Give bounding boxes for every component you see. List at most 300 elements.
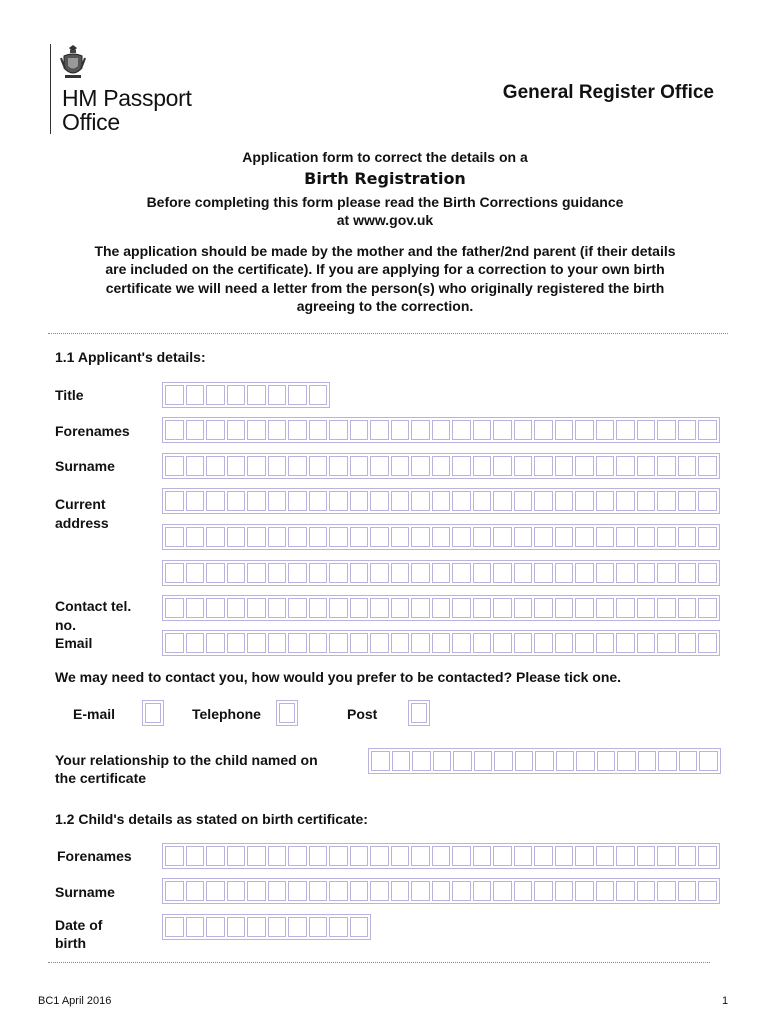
char-cell[interactable]	[411, 846, 430, 866]
char-cell[interactable]	[616, 598, 635, 618]
char-cell[interactable]	[575, 846, 594, 866]
char-cell[interactable]	[288, 917, 307, 937]
char-cell[interactable]	[227, 917, 246, 937]
char-cell[interactable]	[637, 456, 656, 476]
char-cell[interactable]	[452, 491, 471, 511]
char-cell[interactable]	[268, 633, 287, 653]
char-cell[interactable]	[698, 598, 717, 618]
char-cell[interactable]	[657, 420, 676, 440]
char-cell[interactable]	[206, 420, 225, 440]
char-cell[interactable]	[350, 420, 369, 440]
child-forenames-label: Forenames	[57, 848, 132, 864]
char-cell[interactable]	[165, 917, 184, 937]
char-cell[interactable]	[616, 527, 635, 547]
char-cell[interactable]	[514, 420, 533, 440]
char-cell[interactable]	[186, 598, 205, 618]
char-cell[interactable]	[268, 598, 287, 618]
char-cell[interactable]	[370, 598, 389, 618]
char-cell[interactable]	[288, 846, 307, 866]
char-cell[interactable]	[453, 751, 472, 771]
char-cell[interactable]	[186, 846, 205, 866]
char-cell[interactable]	[698, 633, 717, 653]
char-cell[interactable]	[473, 598, 492, 618]
char-cell[interactable]	[698, 420, 717, 440]
char-cell[interactable]	[247, 456, 266, 476]
char-cell[interactable]	[370, 420, 389, 440]
email-label: Email	[55, 635, 93, 651]
char-cell[interactable]	[309, 420, 328, 440]
char-cell[interactable]	[411, 633, 430, 653]
char-cell[interactable]	[288, 598, 307, 618]
email-tickbox[interactable]	[142, 700, 164, 726]
char-cell[interactable]	[227, 881, 246, 901]
char-cell[interactable]	[247, 527, 266, 547]
char-cell[interactable]	[309, 881, 328, 901]
char-cell[interactable]	[657, 456, 676, 476]
char-cell[interactable]	[658, 751, 677, 771]
char-cell[interactable]	[329, 633, 348, 653]
intro-paragraph-line4: agreeing to the correction.	[296, 298, 474, 314]
char-cell[interactable]	[514, 633, 533, 653]
char-cell[interactable]	[432, 598, 451, 618]
char-cell[interactable]	[391, 633, 410, 653]
char-cell[interactable]	[534, 846, 553, 866]
char-cell[interactable]	[698, 563, 717, 583]
char-cell[interactable]	[227, 598, 246, 618]
char-cell[interactable]	[165, 385, 184, 405]
char-cell[interactable]	[514, 563, 533, 583]
char-cell[interactable]	[391, 881, 410, 901]
char-cell[interactable]	[556, 751, 575, 771]
char-cell[interactable]	[370, 563, 389, 583]
char-cell[interactable]	[678, 527, 697, 547]
char-cell[interactable]	[678, 598, 697, 618]
char-cell[interactable]	[596, 633, 615, 653]
char-cell[interactable]	[412, 751, 431, 771]
char-cell[interactable]	[392, 751, 411, 771]
char-cell[interactable]	[699, 751, 718, 771]
char-cell[interactable]	[473, 633, 492, 653]
char-cell[interactable]	[165, 563, 184, 583]
contact-tel-input[interactable]	[162, 595, 720, 621]
char-cell[interactable]	[534, 456, 553, 476]
char-cell[interactable]	[247, 846, 266, 866]
char-cell[interactable]	[515, 751, 534, 771]
char-cell[interactable]	[186, 527, 205, 547]
char-cell[interactable]	[247, 633, 266, 653]
char-cell[interactable]	[638, 751, 657, 771]
char-cell[interactable]	[534, 881, 553, 901]
char-cell[interactable]	[329, 563, 348, 583]
char-cell[interactable]	[186, 563, 205, 583]
char-cell[interactable]	[575, 491, 594, 511]
char-cell[interactable]	[247, 385, 266, 405]
char-cell[interactable]	[268, 917, 287, 937]
char-cell[interactable]	[596, 491, 615, 511]
char-cell[interactable]	[268, 491, 287, 511]
char-cell[interactable]	[576, 751, 595, 771]
applicant-forenames-input[interactable]	[162, 417, 720, 443]
char-cell[interactable]	[309, 456, 328, 476]
char-cell[interactable]	[165, 881, 184, 901]
char-cell[interactable]	[493, 420, 512, 440]
char-cell[interactable]	[329, 527, 348, 547]
char-cell[interactable]	[575, 527, 594, 547]
char-cell[interactable]	[411, 563, 430, 583]
char-cell[interactable]	[637, 491, 656, 511]
char-cell[interactable]	[534, 527, 553, 547]
char-cell[interactable]	[596, 456, 615, 476]
char-cell[interactable]	[309, 917, 328, 937]
address-line2-input[interactable]	[162, 524, 720, 550]
char-cell[interactable]	[391, 846, 410, 866]
char-cell[interactable]	[534, 420, 553, 440]
char-cell[interactable]	[514, 881, 533, 901]
char-cell[interactable]	[309, 563, 328, 583]
char-cell[interactable]	[637, 881, 656, 901]
address-line1-input[interactable]	[162, 488, 720, 514]
char-cell[interactable]	[657, 846, 676, 866]
char-cell[interactable]	[597, 751, 616, 771]
applicant-surname-input[interactable]	[162, 453, 720, 479]
post-tickbox[interactable]	[408, 700, 430, 726]
char-cell[interactable]	[555, 846, 574, 866]
char-cell[interactable]	[555, 633, 574, 653]
char-cell[interactable]	[575, 420, 594, 440]
char-cell[interactable]	[309, 527, 328, 547]
char-cell[interactable]	[432, 563, 451, 583]
char-cell[interactable]	[165, 846, 184, 866]
char-cell[interactable]	[433, 751, 452, 771]
char-cell[interactable]	[186, 491, 205, 511]
char-cell[interactable]	[391, 563, 410, 583]
char-cell[interactable]	[575, 881, 594, 901]
char-cell[interactable]	[350, 563, 369, 583]
char-cell[interactable]	[534, 563, 553, 583]
char-cell[interactable]	[247, 598, 266, 618]
char-cell[interactable]	[391, 527, 410, 547]
char-cell[interactable]	[493, 491, 512, 511]
char-cell[interactable]	[678, 846, 697, 866]
char-cell[interactable]	[206, 881, 225, 901]
char-cell[interactable]	[493, 456, 512, 476]
child-surname-input[interactable]	[162, 878, 720, 904]
char-cell[interactable]	[165, 598, 184, 618]
char-cell[interactable]	[555, 420, 574, 440]
char-cell[interactable]	[657, 491, 676, 511]
char-cell[interactable]	[637, 633, 656, 653]
char-cell[interactable]	[411, 598, 430, 618]
char-cell[interactable]	[411, 420, 430, 440]
char-cell[interactable]	[206, 846, 225, 866]
char-cell[interactable]	[596, 881, 615, 901]
char-cell[interactable]	[329, 846, 348, 866]
char-cell[interactable]	[493, 598, 512, 618]
char-cell[interactable]	[370, 527, 389, 547]
char-cell[interactable]	[452, 881, 471, 901]
char-cell[interactable]	[329, 917, 348, 937]
char-cell[interactable]	[616, 420, 635, 440]
char-cell[interactable]	[657, 563, 676, 583]
char-cell[interactable]	[514, 491, 533, 511]
char-cell[interactable]	[370, 456, 389, 476]
char-cell[interactable]	[596, 563, 615, 583]
char-cell[interactable]	[679, 751, 698, 771]
char-cell[interactable]	[288, 420, 307, 440]
char-cell[interactable]	[350, 491, 369, 511]
char-cell[interactable]	[473, 491, 492, 511]
char-cell[interactable]	[637, 420, 656, 440]
char-cell[interactable]	[555, 491, 574, 511]
char-cell[interactable]	[616, 456, 635, 476]
tel-label-line2: no.	[55, 617, 76, 633]
char-cell[interactable]	[268, 881, 287, 901]
char-cell[interactable]	[452, 456, 471, 476]
char-cell[interactable]	[165, 420, 184, 440]
char-cell[interactable]	[309, 598, 328, 618]
char-cell[interactable]	[165, 491, 184, 511]
char-cell[interactable]	[391, 491, 410, 511]
char-cell[interactable]	[206, 917, 225, 937]
char-cell[interactable]	[637, 527, 656, 547]
char-cell[interactable]	[370, 633, 389, 653]
char-cell[interactable]	[288, 527, 307, 547]
char-cell[interactable]	[432, 846, 451, 866]
char-cell[interactable]	[452, 846, 471, 866]
char-cell[interactable]	[514, 598, 533, 618]
char-cell[interactable]	[268, 456, 287, 476]
char-cell[interactable]	[698, 881, 717, 901]
char-cell[interactable]	[617, 751, 636, 771]
char-cell[interactable]	[206, 491, 225, 511]
char-cell[interactable]	[371, 751, 390, 771]
char-cell[interactable]	[206, 456, 225, 476]
char-cell[interactable]	[370, 846, 389, 866]
char-cell[interactable]	[288, 456, 307, 476]
char-cell[interactable]	[227, 527, 246, 547]
char-cell[interactable]	[268, 420, 287, 440]
char-cell[interactable]	[575, 563, 594, 583]
char-cell[interactable]	[206, 563, 225, 583]
char-cell[interactable]	[186, 917, 205, 937]
char-cell[interactable]	[555, 563, 574, 583]
char-cell[interactable]	[596, 420, 615, 440]
telephone-tickbox[interactable]	[276, 700, 298, 726]
char-cell[interactable]	[186, 420, 205, 440]
char-cell[interactable]	[678, 633, 697, 653]
char-cell[interactable]	[493, 563, 512, 583]
char-cell[interactable]	[637, 563, 656, 583]
char-cell[interactable]	[391, 456, 410, 476]
char-cell[interactable]	[329, 491, 348, 511]
char-cell[interactable]	[493, 527, 512, 547]
char-cell[interactable]	[350, 456, 369, 476]
char-cell[interactable]	[698, 491, 717, 511]
char-cell[interactable]	[514, 527, 533, 547]
char-cell[interactable]	[206, 385, 225, 405]
char-cell[interactable]	[473, 527, 492, 547]
char-cell[interactable]	[227, 633, 246, 653]
char-cell[interactable]	[678, 456, 697, 476]
char-cell[interactable]	[206, 527, 225, 547]
char-cell[interactable]	[494, 751, 513, 771]
char-cell[interactable]	[616, 491, 635, 511]
char-cell[interactable]	[432, 491, 451, 511]
char-cell[interactable]	[473, 563, 492, 583]
char-cell[interactable]	[452, 598, 471, 618]
char-cell[interactable]	[698, 846, 717, 866]
char-cell[interactable]	[227, 385, 246, 405]
email-input[interactable]	[162, 630, 720, 656]
char-cell[interactable]	[350, 917, 369, 937]
char-cell[interactable]	[555, 456, 574, 476]
char-cell[interactable]	[350, 527, 369, 547]
char-cell[interactable]	[350, 633, 369, 653]
char-cell[interactable]	[350, 598, 369, 618]
char-cell[interactable]	[657, 633, 676, 653]
char-cell[interactable]	[432, 527, 451, 547]
char-cell[interactable]	[432, 633, 451, 653]
char-cell[interactable]	[698, 527, 717, 547]
char-cell[interactable]	[411, 527, 430, 547]
char-cell[interactable]	[227, 846, 246, 866]
char-cell[interactable]	[493, 633, 512, 653]
child-forenames-input[interactable]	[162, 843, 720, 869]
char-cell[interactable]	[268, 563, 287, 583]
char-cell[interactable]	[474, 751, 493, 771]
char-cell[interactable]	[350, 881, 369, 901]
char-cell[interactable]	[575, 633, 594, 653]
char-cell[interactable]	[473, 456, 492, 476]
char-cell[interactable]	[698, 456, 717, 476]
char-cell[interactable]	[391, 420, 410, 440]
char-cell[interactable]	[165, 633, 184, 653]
char-cell[interactable]	[678, 420, 697, 440]
char-cell[interactable]	[329, 598, 348, 618]
char-cell[interactable]	[186, 456, 205, 476]
char-cell[interactable]	[288, 563, 307, 583]
char-cell[interactable]	[391, 598, 410, 618]
char-cell[interactable]	[329, 456, 348, 476]
char-cell[interactable]	[534, 491, 553, 511]
address-line3-input[interactable]	[162, 560, 720, 586]
char-cell[interactable]	[247, 563, 266, 583]
char-cell[interactable]	[370, 491, 389, 511]
title-input[interactable]	[162, 382, 330, 408]
char-cell[interactable]	[288, 491, 307, 511]
char-cell[interactable]	[165, 456, 184, 476]
char-cell[interactable]	[616, 633, 635, 653]
char-cell[interactable]	[370, 881, 389, 901]
char-cell[interactable]	[452, 420, 471, 440]
char-cell[interactable]	[616, 563, 635, 583]
char-cell[interactable]	[309, 491, 328, 511]
char-cell[interactable]	[227, 491, 246, 511]
char-cell[interactable]	[575, 456, 594, 476]
char-cell[interactable]	[534, 633, 553, 653]
char-cell[interactable]	[411, 456, 430, 476]
char-cell[interactable]	[616, 846, 635, 866]
char-cell[interactable]	[186, 881, 205, 901]
char-cell[interactable]	[288, 881, 307, 901]
char-cell[interactable]	[247, 420, 266, 440]
char-cell[interactable]	[288, 385, 307, 405]
char-cell[interactable]	[452, 633, 471, 653]
logo-divider	[50, 44, 51, 134]
char-cell[interactable]	[186, 633, 205, 653]
char-cell[interactable]	[165, 527, 184, 547]
char-cell[interactable]	[268, 527, 287, 547]
char-cell[interactable]	[534, 598, 553, 618]
char-cell[interactable]	[657, 527, 676, 547]
char-cell[interactable]	[247, 881, 266, 901]
char-cell[interactable]	[452, 527, 471, 547]
char-cell[interactable]	[514, 846, 533, 866]
char-cell[interactable]	[411, 491, 430, 511]
date-of-birth-input[interactable]	[162, 914, 371, 940]
char-cell[interactable]	[596, 598, 615, 618]
char-cell[interactable]	[616, 881, 635, 901]
char-cell[interactable]	[432, 456, 451, 476]
char-cell[interactable]	[678, 563, 697, 583]
section-divider	[48, 333, 728, 334]
intro-paragraph-line2: are included on the certificate). If you are applying for a correction to your own birth	[105, 261, 665, 277]
char-cell[interactable]	[247, 491, 266, 511]
char-cell[interactable]	[575, 598, 594, 618]
char-cell[interactable]	[432, 881, 451, 901]
char-cell[interactable]	[452, 563, 471, 583]
char-cell[interactable]	[268, 846, 287, 866]
char-cell[interactable]	[432, 420, 451, 440]
char-cell[interactable]	[514, 456, 533, 476]
char-cell[interactable]	[227, 420, 246, 440]
char-cell[interactable]	[473, 420, 492, 440]
char-cell[interactable]	[555, 527, 574, 547]
char-cell[interactable]	[411, 881, 430, 901]
char-cell[interactable]	[555, 881, 574, 901]
char-cell[interactable]	[493, 846, 512, 866]
char-cell[interactable]	[227, 563, 246, 583]
char-cell[interactable]	[678, 881, 697, 901]
char-cell[interactable]	[268, 385, 287, 405]
char-cell[interactable]	[637, 598, 656, 618]
char-cell[interactable]	[555, 598, 574, 618]
char-cell[interactable]	[309, 633, 328, 653]
relationship-input[interactable]	[368, 748, 721, 774]
char-cell[interactable]	[206, 633, 225, 653]
char-cell[interactable]	[206, 598, 225, 618]
char-cell[interactable]	[678, 491, 697, 511]
char-cell[interactable]	[657, 598, 676, 618]
char-cell[interactable]	[227, 456, 246, 476]
char-cell[interactable]	[350, 846, 369, 866]
char-cell[interactable]	[637, 846, 656, 866]
char-cell[interactable]	[473, 846, 492, 866]
char-cell[interactable]	[329, 881, 348, 901]
char-cell[interactable]	[657, 881, 676, 901]
char-cell[interactable]	[596, 527, 615, 547]
char-cell[interactable]	[309, 385, 328, 405]
char-cell[interactable]	[493, 881, 512, 901]
char-cell[interactable]	[473, 881, 492, 901]
char-cell[interactable]	[309, 846, 328, 866]
char-cell[interactable]	[288, 633, 307, 653]
char-cell[interactable]	[329, 420, 348, 440]
char-cell[interactable]	[535, 751, 554, 771]
char-cell[interactable]	[186, 385, 205, 405]
char-cell[interactable]	[596, 846, 615, 866]
char-cell[interactable]	[247, 917, 266, 937]
